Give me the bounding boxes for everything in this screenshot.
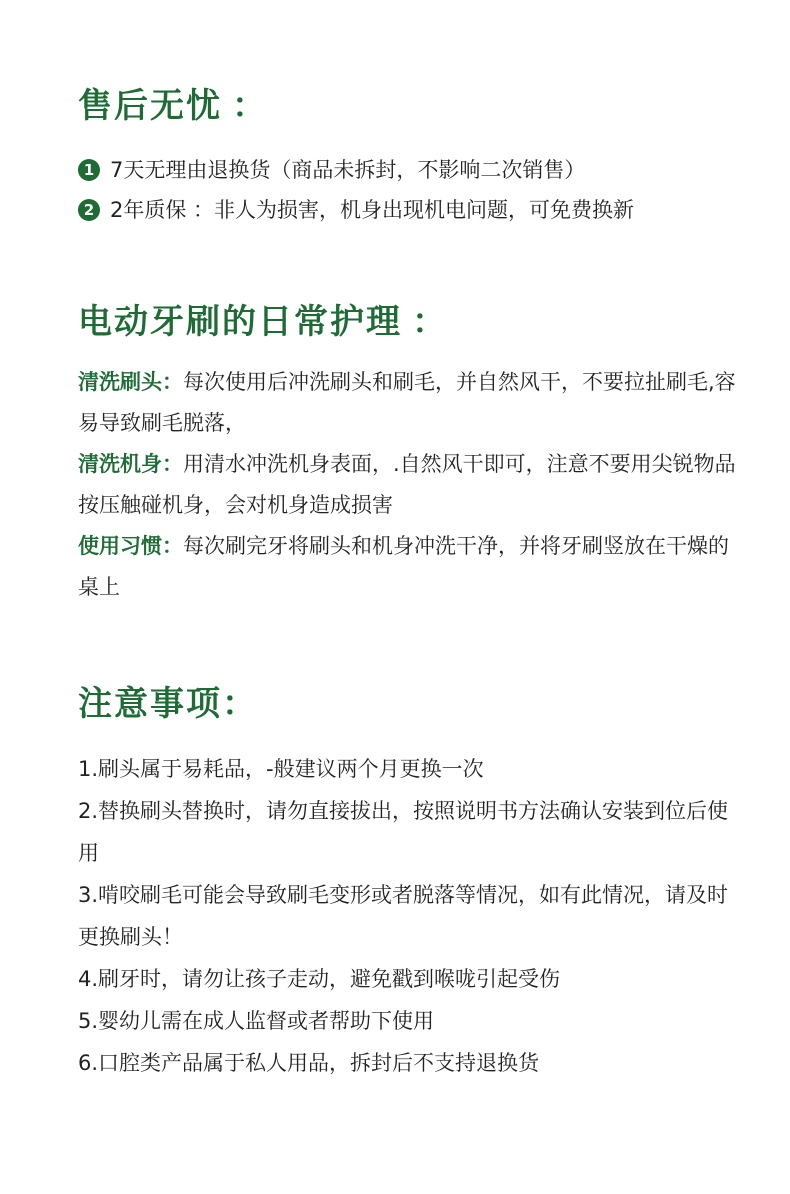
number-one-icon: 1 bbox=[78, 159, 100, 181]
after-sales-colon: ： bbox=[232, 86, 268, 126]
after-sales-item bbox=[78, 150, 738, 190]
care-colon: ： bbox=[412, 302, 448, 342]
after-sales-item-text: 2年质保 ：非人为损害，机身出现机电问题，可免费换新 bbox=[110, 198, 635, 222]
care-item bbox=[78, 444, 738, 526]
note-item: 2.替换刷头替换时，请勿直接拔出，按照说明书方法确认安装到位后使用 bbox=[78, 799, 729, 865]
care-title: 电动牙刷的日常护理 bbox=[78, 302, 402, 342]
number-two-icon: 2 bbox=[78, 199, 100, 221]
notes-section bbox=[78, 682, 738, 1084]
after-sales-heading bbox=[78, 84, 738, 128]
care-item-label: 清洗机身： bbox=[78, 452, 183, 476]
after-sales-item bbox=[78, 190, 738, 230]
after-sales-section bbox=[78, 84, 738, 230]
note-item: 6.口腔类产品属于私人用品，拆封后不支持退换货 bbox=[78, 1051, 540, 1075]
care-item-label: 使用习惯： bbox=[78, 534, 183, 558]
note-item: 3.啃咬刷毛可能会导致刷毛变形或者脱落等情况，如有此情况，请及时更换刷头！ bbox=[78, 883, 729, 949]
care-item-text: 每次刷完牙将刷头和机身冲洗干净，并将牙刷竖放在干燥的桌上 bbox=[78, 534, 729, 599]
care-item bbox=[78, 362, 738, 444]
care-item bbox=[78, 526, 738, 608]
note-item: 1.刷头属于易耗品，-般建议两个月更换一次 bbox=[78, 757, 484, 781]
notes-heading: 注意事项： bbox=[78, 684, 258, 724]
care-item-text: 用清水冲洗机身表面，.自然风干即可，注意不要用尖锐物品按压触碰机身，会对机身造成损害 bbox=[78, 452, 736, 517]
note-item: 5.婴幼儿需在成人监督或者帮助下使用 bbox=[78, 1009, 435, 1033]
note-item: 4.刷牙时，请勿让孩子走动，避免戳到喉咙引起受伤 bbox=[78, 967, 561, 991]
care-item-text: 每次使用后冲洗刷头和刷毛，并自然风干，不要拉扯刷毛,容易导致刷毛脱落， bbox=[78, 370, 736, 435]
care-section bbox=[78, 300, 738, 608]
care-heading bbox=[78, 300, 738, 344]
care-item-label: 清洗刷头： bbox=[78, 370, 183, 394]
after-sales-item-text: 7天无理由退换货（商品未拆封，不影响二次销售） bbox=[110, 158, 586, 182]
after-sales-title: 售后无忧 bbox=[78, 86, 222, 126]
